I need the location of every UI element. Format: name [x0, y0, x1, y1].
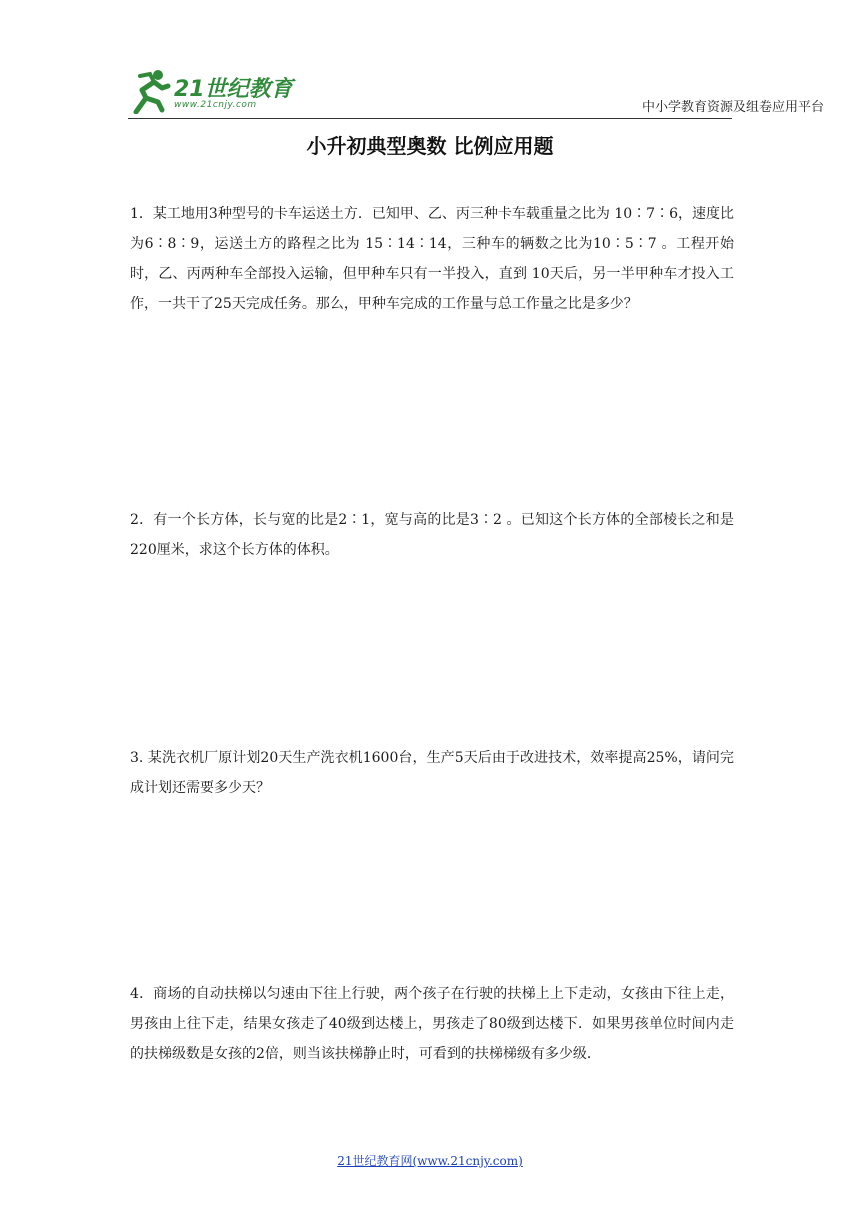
footer-link[interactable]: 21世纪教育网(www.21cnjy.com) [337, 1154, 523, 1168]
logo-text: 21世纪教育 [174, 77, 293, 102]
logo-url: www.21cnjy.com [174, 100, 257, 110]
question-1: 1．某工地用3种型号的卡车运送土方．已知甲、乙、丙三种卡车载重量之比为 10∶7∶6，速度比为6∶8∶9，运送土方的路程之比为 15∶14∶14，三种车的辆数之比为10∶5∶7 。工程开始时，乙、丙两种车全部投入运输，但甲种车只有一半投入，直到 10天后，另一半甲种车才投入工作，一共干了25天完成任务。那么，甲种车完成的工作量与总工作量之比是多少？ [130, 206, 734, 312]
platform-name: 中小学教育资源及组卷应用平台 [641, 100, 824, 115]
page-title: 小升初典型奥数 比例应用题 [306, 134, 554, 158]
page-header [128, 66, 824, 119]
runner-logo-icon [128, 68, 172, 114]
question-3: 3. 某洗衣机厂原计划20天生产洗衣机1600台，生产5天后由于改进技术，效率提高25%，请问完成计划还需要多少天？ [130, 750, 734, 796]
question-4: 4．商场的自动扶梯以匀速由下往上行驶，两个孩子在行驶的扶梯上上下走动，女孩由下往上走，男孩由上往下走，结果女孩走了40级到达楼上，男孩走了80级到达楼下．如果男孩单位时间内走的扶梯级数是女孩的2倍，则当该扶梯静止时，可看到的扶梯梯级有多少级． [130, 986, 734, 1062]
question-2: 2．有一个长方体，长与宽的比是2∶1，宽与高的比是3∶2 。已知这个长方体的全部棱长之和是220厘米，求这个长方体的体积。 [130, 512, 734, 558]
logo [128, 66, 308, 116]
